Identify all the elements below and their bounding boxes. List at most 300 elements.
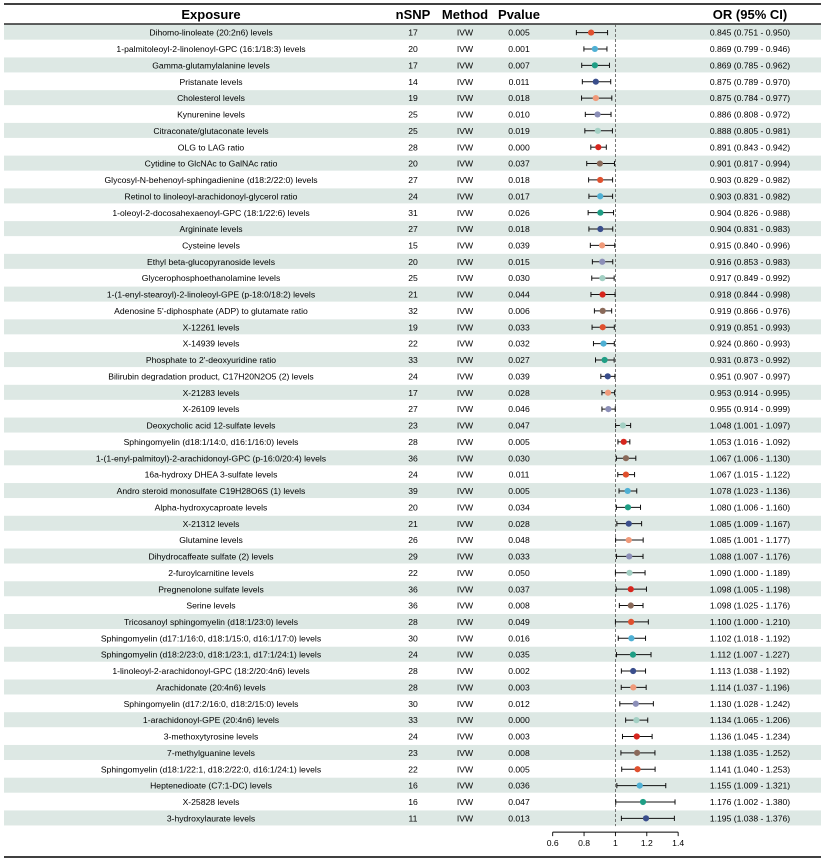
- or-point: [594, 111, 600, 117]
- table-row: [164, 732, 791, 742]
- nsnp-value: 20: [408, 158, 418, 169]
- pvalue-value: 0.033: [508, 322, 530, 333]
- or-ci-value: 0.918 (0.844 - 0.998): [709, 289, 791, 300]
- table-row: [142, 273, 791, 283]
- or-point: [597, 193, 603, 199]
- exposure-label: Sphingomyelin (d18:1/22:1, d18:2/22:0, d16:1/24:1) levels: [100, 764, 322, 775]
- table-row: [116, 44, 790, 54]
- method-value: IVW: [456, 371, 474, 382]
- pvalue-value: 0.046: [508, 404, 530, 415]
- or-point: [593, 95, 599, 101]
- method-value: IVW: [456, 27, 474, 38]
- or-point: [628, 619, 634, 625]
- nsnp-value: 22: [408, 338, 418, 349]
- pvalue-value: 0.028: [508, 518, 530, 529]
- exposure-label: Adenosine 5'-diphosphate (ADP) to glutamate ratio: [114, 305, 308, 316]
- method-value: IVW: [456, 256, 474, 267]
- method-value: IVW: [456, 551, 474, 562]
- or-point: [597, 226, 603, 232]
- table-row: [112, 208, 790, 218]
- table-row: [104, 175, 790, 185]
- pvalue-value: 0.008: [508, 747, 530, 758]
- or-ci-value: 1.195 (1.038 - 1.376): [709, 813, 791, 824]
- nsnp-value: 28: [408, 617, 418, 628]
- pvalue-value: 0.032: [508, 338, 530, 349]
- exposure-label: Retinol to linoleoyl-arachidonoyl-glycerol ratio: [124, 191, 298, 202]
- nsnp-value: 20: [408, 502, 418, 513]
- pvalue-value: 0.016: [508, 633, 530, 644]
- or-ci-value: 1.100 (1.000 - 1.210): [709, 617, 791, 628]
- table-row: [179, 535, 790, 545]
- table-row: [101, 633, 790, 643]
- nsnp-value: 39: [408, 486, 418, 497]
- pvalue-value: 0.008: [508, 600, 530, 611]
- nsnp-value: 30: [408, 698, 418, 709]
- method-value: IVW: [456, 633, 474, 644]
- pvalue-value: 0.015: [508, 256, 530, 267]
- or-ci-value: 0.875 (0.789 - 0.970): [709, 76, 791, 87]
- nsnp-value: 27: [408, 224, 418, 235]
- exposure-label: Ethyl beta-glucopyranoside levels: [146, 256, 276, 267]
- or-ci-value: 1.112 (1.007 - 1.227): [710, 649, 790, 660]
- nsnp-value: 16: [408, 797, 418, 808]
- or-point: [626, 553, 632, 559]
- pvalue-value: 0.010: [508, 109, 530, 120]
- table-row: [183, 339, 791, 349]
- method-value: IVW: [456, 715, 474, 726]
- nsnp-value: 17: [408, 60, 418, 71]
- or-point: [597, 210, 603, 216]
- or-ci-value: 1.048 (1.001 - 1.097): [709, 420, 791, 431]
- or-ci-value: 1.067 (1.015 - 1.122): [709, 469, 791, 480]
- nsnp-value: 24: [408, 649, 418, 660]
- method-value: IVW: [456, 698, 474, 709]
- table-row: [155, 502, 791, 512]
- exposure-label: Sphingomyelin (d17:2/16:0, d18:2/15:0) levels: [123, 698, 299, 709]
- method-value: IVW: [456, 109, 474, 120]
- x-tick-label: 1.2: [640, 838, 653, 849]
- nsnp-value: 30: [408, 633, 418, 644]
- or-point: [633, 717, 639, 723]
- method-value: IVW: [456, 518, 474, 529]
- pvalue-value: 0.037: [508, 158, 530, 169]
- pvalue-value: 0.028: [508, 387, 530, 398]
- or-ci-value: 1.134 (1.065 - 1.206): [709, 715, 791, 726]
- pvalue-value: 0.039: [508, 371, 530, 382]
- method-value: IVW: [456, 338, 474, 349]
- or-ci-value: 1.113 (1.038 - 1.192): [710, 666, 790, 677]
- or-ci-value: 1.067 (1.006 - 1.130): [709, 453, 791, 464]
- method-value: IVW: [456, 747, 474, 758]
- or-ci-value: 1.136 (1.045 - 1.234): [709, 731, 791, 742]
- or-ci-value: 0.919 (0.851 - 0.993): [709, 322, 791, 333]
- pvalue-value: 0.005: [508, 486, 530, 497]
- nsnp-value: 24: [408, 469, 418, 480]
- nsnp-value: 23: [408, 747, 418, 758]
- method-value: IVW: [456, 125, 474, 136]
- exposure-label: Kynurenine levels: [177, 109, 245, 120]
- or-point: [625, 488, 631, 494]
- x-tick-label: 0.6: [546, 838, 559, 849]
- or-ci-value: 1.176 (1.002 - 1.380): [709, 797, 791, 808]
- or-ci-value: 0.904 (0.826 - 0.988): [709, 207, 791, 218]
- exposure-label: Dihydrocaffeate sulfate (2) levels: [148, 551, 274, 562]
- nsnp-value: 14: [408, 76, 418, 87]
- or-point: [626, 521, 632, 527]
- nsnp-value: 33: [408, 715, 418, 726]
- or-point: [595, 144, 601, 150]
- exposure-label: Arachidonate (20:4n6) levels: [156, 682, 266, 693]
- nsnp-value: 33: [408, 355, 418, 366]
- exposure-label: 1-linoleoyl-2-arachidonoyl-GPC (18:2/20:4n6) levels: [112, 666, 310, 677]
- table-row: [145, 470, 791, 480]
- or-point: [605, 406, 611, 412]
- or-ci-value: 1.090 (1.000 - 1.189): [709, 567, 791, 578]
- or-point: [599, 275, 605, 281]
- method-value: IVW: [456, 584, 474, 595]
- header-or: OR (95% CI): [712, 7, 788, 22]
- method-value: IVW: [456, 305, 474, 316]
- or-ci-value: 1.080 (1.006 - 1.160): [709, 502, 791, 513]
- pvalue-value: 0.002: [508, 666, 530, 677]
- method-value: IVW: [456, 453, 474, 464]
- nsnp-value: 15: [408, 240, 418, 251]
- pvalue-value: 0.005: [508, 27, 530, 38]
- or-ci-value: 1.114 (1.037 - 1.196): [710, 682, 790, 693]
- pvalue-value: 0.018: [508, 175, 530, 186]
- pvalue-value: 0.044: [508, 289, 530, 300]
- or-point: [630, 668, 636, 674]
- exposure-label: Glycerophosphoethanolamine levels: [141, 273, 281, 284]
- table-row: [186, 601, 790, 611]
- pvalue-value: 0.019: [508, 125, 530, 136]
- method-value: IVW: [456, 207, 474, 218]
- or-ci-value: 0.931 (0.873 - 0.992): [709, 355, 791, 366]
- method-value: IVW: [456, 387, 474, 398]
- method-value: IVW: [456, 780, 474, 791]
- pvalue-value: 0.012: [508, 698, 530, 709]
- exposure-label: 2-furoylcarnitine levels: [168, 567, 254, 578]
- nsnp-value: 29: [408, 551, 418, 562]
- or-point: [623, 455, 629, 461]
- exposure-label: 1-(1-enyl-palmitoyl)-2-arachidonoyl-GPC (p-16:0/20:4) levels: [95, 453, 327, 464]
- exposure-label: X-21312 levels: [182, 518, 240, 529]
- exposure-label: Sphingomyelin (d18:1/14:0, d16:1/16:0) levels: [123, 436, 299, 447]
- method-value: IVW: [456, 617, 474, 628]
- or-ci-value: 0.901 (0.817 - 0.994): [709, 158, 791, 169]
- nsnp-value: 36: [408, 453, 418, 464]
- or-point: [626, 570, 632, 576]
- or-ci-value: 1.085 (1.009 - 1.167): [709, 518, 791, 529]
- exposure-label: 16a-hydroxy DHEA 3-sulfate levels: [144, 469, 278, 480]
- nsnp-value: 32: [408, 305, 418, 316]
- exposure-label: Sphingomyelin (d17:1/16:0, d18:1/15:0, d16:1/17:0) levels: [100, 633, 322, 644]
- method-value: IVW: [456, 322, 474, 333]
- nsnp-value: 31: [408, 207, 418, 218]
- table-row: [108, 371, 790, 381]
- or-point: [595, 128, 601, 134]
- pvalue-value: 0.005: [508, 436, 530, 447]
- or-point: [634, 733, 640, 739]
- pvalue-value: 0.047: [508, 420, 530, 431]
- or-point: [597, 177, 603, 183]
- or-point: [600, 324, 606, 330]
- method-value: IVW: [456, 93, 474, 104]
- nsnp-value: 28: [408, 666, 418, 677]
- method-value: IVW: [456, 158, 474, 169]
- or-point: [599, 242, 605, 248]
- method-value: IVW: [456, 813, 474, 824]
- pvalue-value: 0.026: [508, 207, 530, 218]
- table-row: [112, 666, 790, 676]
- or-point: [605, 390, 611, 396]
- or-ci-value: 1.155 (1.009 - 1.321): [709, 780, 791, 791]
- method-value: IVW: [456, 649, 474, 660]
- nsnp-value: 25: [408, 125, 418, 136]
- or-point: [592, 46, 598, 52]
- pvalue-value: 0.035: [508, 649, 530, 660]
- or-ci-value: 0.919 (0.866 - 0.976): [709, 305, 791, 316]
- or-ci-value: 1.130 (1.028 - 1.242): [709, 698, 791, 709]
- or-point: [634, 750, 640, 756]
- exposure-label: Glycosyl-N-behenoyl-sphingadienine (d18:2/22:0) levels: [104, 175, 318, 186]
- exposure-label: Tricosanoyl sphingomyelin (d18:1/23:0) levels: [123, 617, 299, 628]
- nsnp-value: 20: [408, 44, 418, 55]
- pvalue-value: 0.039: [508, 240, 530, 251]
- nsnp-value: 28: [408, 436, 418, 447]
- or-point: [640, 799, 646, 805]
- x-axis-ticks: [547, 832, 685, 848]
- nsnp-value: 20: [408, 256, 418, 267]
- nsnp-value: 17: [408, 27, 418, 38]
- nsnp-value: 36: [408, 600, 418, 611]
- pvalue-value: 0.011: [508, 76, 530, 87]
- exposure-label: X-26109 levels: [182, 404, 240, 415]
- nsnp-value: 24: [408, 731, 418, 742]
- pvalue-value: 0.017: [508, 191, 530, 202]
- pvalue-value: 0.007: [508, 60, 530, 71]
- table-row: [101, 764, 790, 774]
- exposure-label: Glutamine levels: [179, 535, 243, 546]
- table-row: [183, 404, 791, 414]
- pvalue-value: 0.006: [508, 305, 530, 316]
- exposure-label: 3-hydroxylaurate levels: [166, 813, 256, 824]
- or-point: [593, 79, 599, 85]
- or-point: [600, 308, 606, 314]
- nsnp-value: 36: [408, 584, 418, 595]
- or-ci-value: 0.917 (0.849 - 0.992): [709, 273, 791, 284]
- or-ci-value: 1.085 (1.001 - 1.177): [709, 535, 791, 546]
- method-value: IVW: [456, 355, 474, 366]
- or-ci-value: 1.078 (1.023 - 1.136): [709, 486, 791, 497]
- exposure-label: Alpha-hydroxycaproate levels: [154, 502, 268, 513]
- or-point: [621, 439, 627, 445]
- or-point: [625, 504, 631, 510]
- method-value: IVW: [456, 76, 474, 87]
- or-ci-value: 0.955 (0.914 - 0.999): [709, 404, 791, 415]
- method-value: IVW: [456, 764, 474, 775]
- exposure-label: 1-arachidonoyl-GPE (20:4n6) levels: [142, 715, 280, 726]
- nsnp-value: 24: [408, 371, 418, 382]
- or-point: [597, 160, 603, 166]
- pvalue-value: 0.003: [508, 682, 530, 693]
- method-value: IVW: [456, 289, 474, 300]
- or-ci-value: 0.875 (0.784 - 0.977): [709, 93, 791, 104]
- method-value: IVW: [456, 404, 474, 415]
- or-point: [630, 652, 636, 658]
- exposure-label: Bilirubin degradation product, C17H20N2O5 (2) levels: [108, 371, 314, 382]
- or-point: [630, 684, 636, 690]
- nsnp-value: 25: [408, 273, 418, 284]
- or-point: [599, 259, 605, 265]
- exposure-label: Gamma-glutamylalanine levels: [152, 60, 270, 71]
- header-nsnp: nSNP: [395, 7, 431, 22]
- exposure-label: 1-oleoyl-2-docosahexaenoyl-GPC (18:1/22:6) levels: [112, 207, 310, 218]
- nsnp-value: 27: [408, 175, 418, 186]
- exposure-label: Cysteine levels: [182, 240, 240, 251]
- or-ci-value: 0.924 (0.860 - 0.993): [709, 338, 791, 349]
- exposure-label: Serine levels: [186, 600, 236, 611]
- method-value: IVW: [456, 175, 474, 186]
- header-pvalue: Pvalue: [498, 7, 540, 22]
- method-value: IVW: [456, 797, 474, 808]
- pvalue-value: 0.000: [508, 142, 530, 153]
- method-value: IVW: [456, 567, 474, 578]
- exposure-label: Phosphate to 2'-deoxyuridine ratio: [145, 355, 277, 366]
- or-point: [628, 602, 634, 608]
- exposure-label: Deoxycholic acid 12-sulfate levels: [146, 420, 276, 431]
- or-ci-value: 0.888 (0.805 - 0.981): [709, 125, 791, 136]
- method-value: IVW: [456, 240, 474, 251]
- pvalue-value: 0.000: [508, 715, 530, 726]
- table-row: [114, 306, 790, 316]
- or-ci-value: 1.098 (1.025 - 1.176): [709, 600, 791, 611]
- method-value: IVW: [456, 60, 474, 71]
- exposure-label: 1-(1-enyl-stearoyl)-2-linoleoyl-GPE (p-18:0/18:2) levels: [106, 289, 316, 300]
- nsnp-value: 21: [408, 289, 418, 300]
- pvalue-value: 0.018: [508, 224, 530, 235]
- exposure-label: Pregnenolone sulfate levels: [158, 584, 264, 595]
- or-point: [637, 783, 643, 789]
- table-row: [178, 142, 790, 152]
- or-point: [628, 586, 634, 592]
- pvalue-value: 0.030: [508, 273, 530, 284]
- or-ci-value: 0.904 (0.831 - 0.983): [709, 224, 791, 235]
- nsnp-value: 11: [408, 813, 418, 824]
- pvalue-value: 0.011: [508, 469, 530, 480]
- or-point: [628, 635, 634, 641]
- exposure-label: Pristanate levels: [179, 76, 243, 87]
- exposure-label: X-25828 levels: [182, 797, 240, 808]
- or-ci-value: 0.915 (0.840 - 0.996): [709, 240, 791, 251]
- or-point: [601, 357, 607, 363]
- or-ci-value: 1.053 (1.016 - 1.092): [709, 436, 791, 447]
- header-exposure: Exposure: [181, 7, 241, 22]
- exposure-label: OLG to LAG ratio: [177, 142, 245, 153]
- or-ci-value: 1.102 (1.018 - 1.192): [709, 633, 791, 644]
- exposure-label: Sphingomyelin (d18:2/23:0, d18:1/23:1, d17:1/24:1) levels: [100, 649, 322, 660]
- method-value: IVW: [456, 469, 474, 480]
- method-value: IVW: [456, 44, 474, 55]
- pvalue-value: 0.018: [508, 93, 530, 104]
- pvalue-value: 0.003: [508, 731, 530, 742]
- method-value: IVW: [456, 142, 474, 153]
- x-tick-label: 0.8: [578, 838, 591, 849]
- or-ci-value: 0.903 (0.829 - 0.982): [709, 175, 791, 186]
- exposure-label: Cholesterol levels: [177, 93, 245, 104]
- or-point: [605, 373, 611, 379]
- exposure-label: X-14939 levels: [182, 338, 240, 349]
- exposure-label: 3-methoxytyrosine levels: [163, 731, 259, 742]
- x-tick-label: 1: [613, 838, 618, 849]
- exposure-label: X-12261 levels: [182, 322, 240, 333]
- nsnp-value: 28: [408, 142, 418, 153]
- or-ci-value: 1.098 (1.005 - 1.198): [709, 584, 791, 595]
- nsnp-value: 16: [408, 780, 418, 791]
- pvalue-value: 0.013: [508, 813, 530, 824]
- method-value: IVW: [456, 486, 474, 497]
- or-ci-value: 0.916 (0.853 - 0.983): [709, 256, 791, 267]
- or-point: [634, 766, 640, 772]
- exposure-label: 1-palmitoleoyl-2-linolenoyl-GPC (16:1/18:3) levels: [116, 44, 306, 55]
- pvalue-value: 0.027: [508, 355, 530, 366]
- or-ci-value: 1.088 (1.007 - 1.176): [709, 551, 791, 562]
- nsnp-value: 19: [408, 322, 418, 333]
- method-value: IVW: [456, 273, 474, 284]
- x-tick-label: 1.4: [672, 838, 685, 849]
- method-value: IVW: [456, 731, 474, 742]
- exposure-label: 7-methylguanine levels: [167, 747, 255, 758]
- pvalue-value: 0.037: [508, 584, 530, 595]
- nsnp-value: 22: [408, 567, 418, 578]
- nsnp-value: 23: [408, 420, 418, 431]
- table-row: [124, 699, 791, 709]
- table-row: [182, 240, 790, 250]
- method-value: IVW: [456, 535, 474, 546]
- or-ci-value: 0.869 (0.785 - 0.962): [709, 60, 791, 71]
- or-ci-value: 1.141 (1.040 - 1.253): [709, 764, 791, 775]
- table-row: [177, 110, 790, 120]
- or-ci-value: 0.891 (0.843 - 0.942): [709, 142, 791, 153]
- or-point: [643, 815, 649, 821]
- nsnp-value: 22: [408, 764, 418, 775]
- or-ci-value: 0.951 (0.907 - 0.997): [709, 371, 791, 382]
- or-point: [633, 701, 639, 707]
- method-value: IVW: [456, 191, 474, 202]
- pvalue-value: 0.047: [508, 797, 530, 808]
- table-row: [124, 437, 791, 447]
- or-point: [620, 422, 626, 428]
- method-value: IVW: [456, 682, 474, 693]
- exposure-label: Andro steroid monosulfate C19H28O6S (1) levels: [116, 486, 306, 497]
- nsnp-value: 21: [408, 518, 418, 529]
- or-ci-value: 1.138 (1.035 - 1.252): [709, 747, 791, 758]
- nsnp-value: 17: [408, 387, 418, 398]
- exposure-label: X-21283 levels: [182, 387, 240, 398]
- pvalue-value: 0.050: [508, 567, 530, 578]
- pvalue-value: 0.034: [508, 502, 530, 513]
- exposure-label: Cytidine to GlcNAc to GalNAc ratio: [144, 158, 278, 169]
- pvalue-value: 0.048: [508, 535, 530, 546]
- method-value: IVW: [456, 224, 474, 235]
- method-value: IVW: [456, 600, 474, 611]
- or-point: [600, 341, 606, 347]
- table-row: [179, 77, 790, 87]
- nsnp-value: 25: [408, 109, 418, 120]
- or-point: [623, 471, 629, 477]
- or-ci-value: 0.845 (0.751 - 0.950): [709, 27, 791, 38]
- pvalue-value: 0.036: [508, 780, 530, 791]
